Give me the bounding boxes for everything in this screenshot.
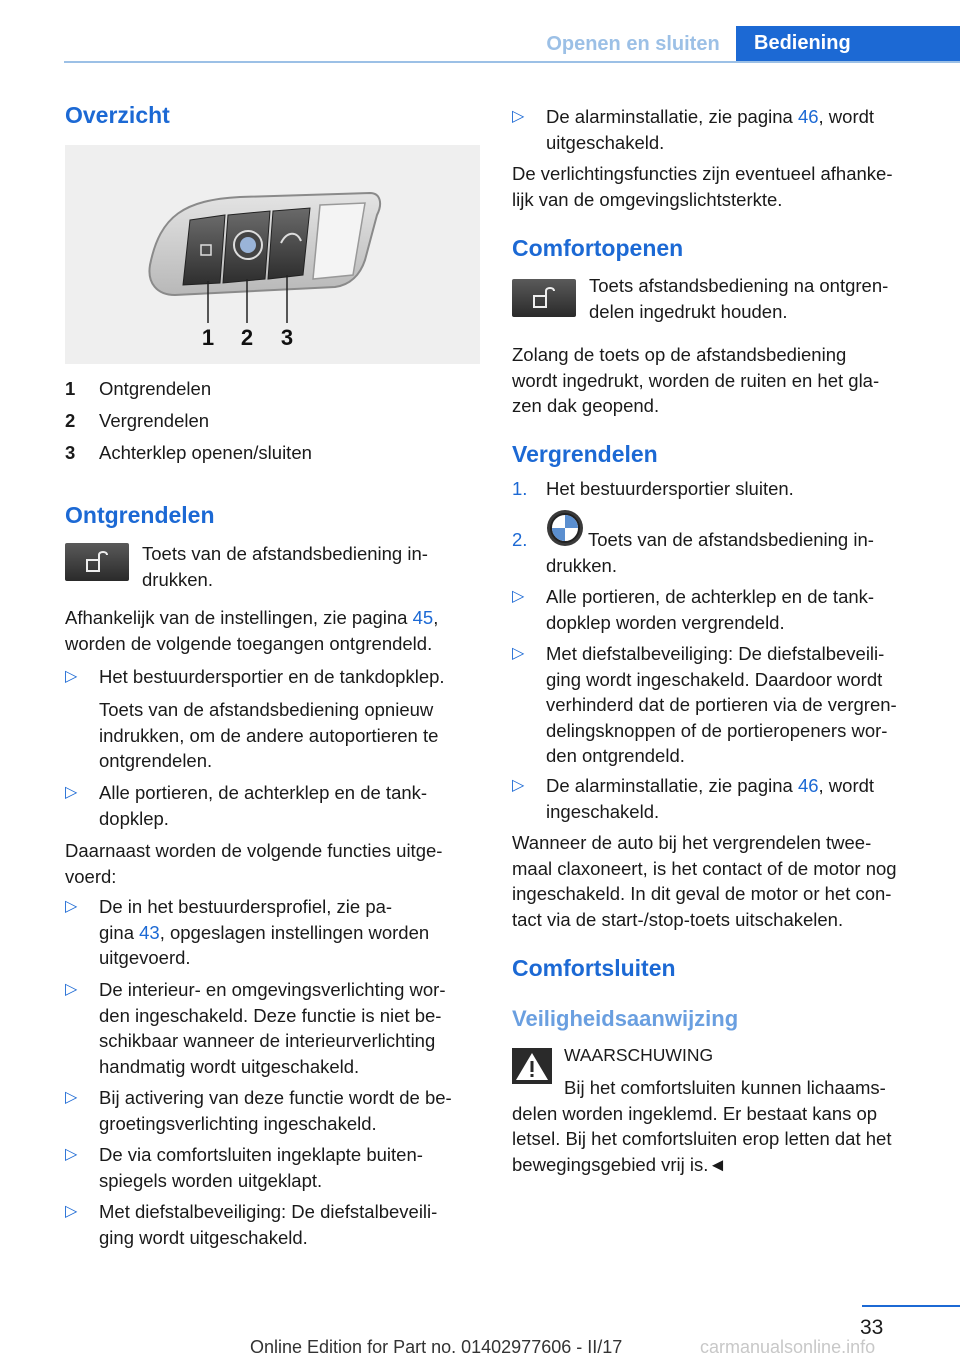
triangle-bullet-icon: ▷ bbox=[512, 588, 525, 605]
comfort-open-instruction bbox=[589, 273, 888, 324]
list-item-text bbox=[546, 773, 927, 824]
text-line: tact via de start-/stop-toets uitschakelen. bbox=[512, 908, 844, 930]
text-line: dopklep worden vergrendeld. bbox=[546, 611, 785, 633]
callout-2: 2 bbox=[240, 325, 254, 350]
triangle-bullet-icon: ▷ bbox=[65, 1146, 78, 1163]
list-item-text bbox=[99, 894, 480, 971]
callout-1: 1 bbox=[201, 325, 215, 350]
unlock-button-image bbox=[65, 543, 129, 581]
unlock-instruction bbox=[142, 541, 428, 592]
text-line: Bij activering van deze functie wordt de be- bbox=[99, 1087, 452, 1108]
page-header bbox=[0, 0, 960, 62]
text-line: spiegels worden uitgeklapt. bbox=[99, 1169, 323, 1191]
lighting-paragraph bbox=[512, 161, 927, 212]
text-line: handmatig wordt uitgeschakeld. bbox=[99, 1055, 360, 1077]
unlock-heading: Ontgrendelen bbox=[65, 502, 215, 528]
hold-paragraph bbox=[512, 342, 927, 419]
list-item-text bbox=[546, 584, 927, 635]
text-line: Bij het comfortsluiten kunnen lichaams- bbox=[564, 1077, 886, 1098]
text-line: ging wordt ingeschakeld. Daardoor wordt bbox=[546, 668, 883, 690]
text-line: delen ingedrukt houden. bbox=[589, 300, 788, 322]
edition-note: Online Edition for Part no. 01402977606 - II/17 bbox=[250, 1337, 623, 1357]
step-text bbox=[546, 527, 927, 578]
text-span: De alarminstallatie, zie pagina bbox=[546, 775, 798, 796]
text-span: Toets van de afstandsbediening in- bbox=[588, 529, 874, 550]
list-item-text bbox=[546, 641, 927, 769]
text-span: gina bbox=[99, 921, 140, 943]
legend-label: Ontgrendelen bbox=[99, 378, 212, 399]
text-line: groetingsverlichting ingeschakeld. bbox=[99, 1112, 377, 1134]
text-line: Daarnaast worden de volgende functies uitge- bbox=[65, 840, 443, 861]
text-line: De interieur- en omgevingsverlichting wor- bbox=[99, 979, 446, 1000]
watermark: carmanualsonline.info bbox=[700, 1337, 876, 1357]
triangle-bullet-icon: ▷ bbox=[65, 668, 78, 685]
unlock-icon bbox=[65, 543, 129, 581]
text-line: ontgrendelen. bbox=[99, 750, 213, 771]
text-line: drukken. bbox=[142, 568, 213, 590]
step-number: 1. bbox=[512, 478, 528, 499]
list-item-text bbox=[99, 780, 480, 831]
text-line: Toets afstandsbediening na ontgren- bbox=[589, 275, 889, 296]
safety-heading: Veiligheidsaanwijzing bbox=[512, 1006, 739, 1031]
header-rule bbox=[64, 61, 960, 63]
unlock-icon bbox=[512, 279, 576, 317]
list-item-text bbox=[99, 1142, 480, 1193]
warning-label: WAARSCHUWING bbox=[564, 1045, 714, 1065]
text-line: den ontgrendeld. bbox=[546, 745, 685, 766]
list-item-text bbox=[546, 104, 927, 155]
text-line: Wanneer de auto bij het vergrendelen twee- bbox=[512, 832, 872, 853]
legend-number: 3 bbox=[65, 442, 76, 463]
triangle-bullet-icon: ▷ bbox=[512, 108, 525, 125]
list-item-continuation bbox=[99, 697, 438, 774]
text-line: ingeschakeld. In dit geval de motor or het con- bbox=[512, 883, 892, 904]
text-line: De via comfortsluiten ingeklapte buiten- bbox=[99, 1144, 423, 1165]
text-line: indrukken, om de andere autoportieren te bbox=[99, 724, 439, 746]
step-text: Het bestuurdersportier sluiten. bbox=[546, 478, 794, 499]
legend-label: Achterklep openen/sluiten bbox=[99, 442, 312, 463]
text-line: lijk van de omgevingslichtsterkte. bbox=[512, 188, 783, 210]
triangle-bullet-icon: ▷ bbox=[512, 777, 525, 794]
text-line: wordt ingedrukt, worden de ruiten en het gla- bbox=[512, 369, 880, 391]
triangle-bullet-icon: ▷ bbox=[65, 898, 78, 915]
text-line: drukken. bbox=[546, 554, 617, 576]
page-link-46[interactable]: 46 bbox=[797, 775, 819, 796]
chapter-tab: Bediening bbox=[736, 26, 960, 62]
text-span: Afhankelijk van de instellingen, zie pagina bbox=[65, 607, 413, 628]
page-link-45[interactable]: 45 bbox=[412, 607, 434, 628]
page-link-43[interactable]: 43 bbox=[139, 921, 160, 943]
text-line: De verlichtingsfuncties zijn eventueel afhanke- bbox=[512, 163, 893, 184]
comfort-close-heading: Comfortsluiten bbox=[512, 955, 676, 981]
triangle-bullet-icon: ▷ bbox=[512, 645, 525, 662]
section-title: Openen en sluiten bbox=[546, 33, 720, 55]
text-line: dopklep. bbox=[99, 807, 169, 829]
bmw-logo-icon bbox=[546, 509, 584, 547]
callout-3: 3 bbox=[280, 325, 294, 350]
unlock-button-image bbox=[512, 279, 576, 317]
comfort-open-heading: Comfortopenen bbox=[512, 235, 684, 261]
triangle-bullet-icon: ▷ bbox=[65, 1089, 78, 1106]
functions-paragraph bbox=[65, 838, 480, 889]
text-line: Met diefstalbeveiliging: De diefstalbeveili- bbox=[99, 1201, 438, 1222]
page-number: 33 bbox=[860, 1316, 884, 1339]
text-line: delingsknoppen of de portieropeners wor- bbox=[546, 719, 888, 741]
triangle-bullet-icon: ▷ bbox=[65, 981, 78, 998]
text-span: , bbox=[433, 607, 439, 628]
legend-number: 1 bbox=[65, 378, 76, 399]
text-line: uitgeschakeld. bbox=[546, 131, 665, 153]
depend-paragraph bbox=[65, 605, 480, 656]
text-span: , wordt bbox=[818, 775, 875, 796]
key-fob-illustration bbox=[65, 145, 480, 364]
text-line: letsel. Bij het comfortsluiten erop letten dat het bbox=[512, 1128, 892, 1149]
text-line: verhinderd dat de portieren via de vergren- bbox=[546, 694, 897, 715]
lock-heading: Vergrendelen bbox=[512, 441, 658, 467]
warning-text bbox=[512, 1075, 932, 1177]
overview-heading: Overzicht bbox=[65, 102, 170, 128]
list-item-text bbox=[99, 1085, 480, 1136]
legend-number: 2 bbox=[65, 410, 76, 431]
text-line: Toets van de afstandsbediening opnieuw bbox=[99, 699, 434, 720]
list-item-text bbox=[99, 977, 480, 1079]
step-number: 2. bbox=[512, 529, 528, 550]
text-line: voerd: bbox=[65, 865, 117, 887]
footer-rule bbox=[862, 1305, 960, 1307]
text-line: bewegingsgebied vrij is.◄ bbox=[512, 1153, 727, 1175]
legend-label: Vergrendelen bbox=[99, 410, 210, 431]
key-fob-icon bbox=[65, 145, 480, 364]
text-line: Alle portieren, de achterklep en de tank- bbox=[546, 586, 875, 607]
text-line: den ingeschakeld. Deze functie is niet be- bbox=[99, 1004, 442, 1026]
triangle-bullet-icon: ▷ bbox=[65, 784, 78, 801]
text-line: De in het bestuurdersprofiel, zie pa- bbox=[99, 896, 393, 917]
list-item-text: Het bestuurdersportier en de tankdopklep. bbox=[99, 666, 445, 687]
list-item-text bbox=[99, 1199, 480, 1250]
text-line: uitgevoerd. bbox=[99, 947, 191, 968]
text-span: De alarminstallatie, zie pagina bbox=[546, 106, 798, 127]
honk-paragraph bbox=[512, 830, 932, 932]
text-line: Toets van de afstandsbediening in- bbox=[142, 543, 428, 564]
text-line: zen dak geopend. bbox=[512, 395, 660, 416]
text-line: delen worden ingeklemd. Er bestaat kans op bbox=[512, 1102, 878, 1124]
text-line: maal claxoneert, is het contact of de motor nog bbox=[512, 857, 897, 879]
text-line: Alle portieren, de achterklep en de tank- bbox=[99, 782, 428, 803]
triangle-bullet-icon: ▷ bbox=[65, 1203, 78, 1220]
page-link-46[interactable]: 46 bbox=[797, 106, 819, 127]
text-line: worden de volgende toegangen ontgrendeld. bbox=[65, 632, 433, 654]
text-line: ingeschakeld. bbox=[546, 800, 660, 822]
text-line: Met diefstalbeveiliging: De diefstalbeveili- bbox=[546, 643, 885, 664]
text-span: , opgeslagen instellingen worden bbox=[159, 921, 430, 943]
text-line: schikbaar wanneer de interieurverlichting bbox=[99, 1030, 436, 1051]
text-line: Zolang de toets op de afstandsbediening bbox=[512, 344, 847, 365]
text-span: , wordt bbox=[818, 106, 875, 127]
text-line: ging wordt uitgeschakeld. bbox=[99, 1226, 308, 1248]
